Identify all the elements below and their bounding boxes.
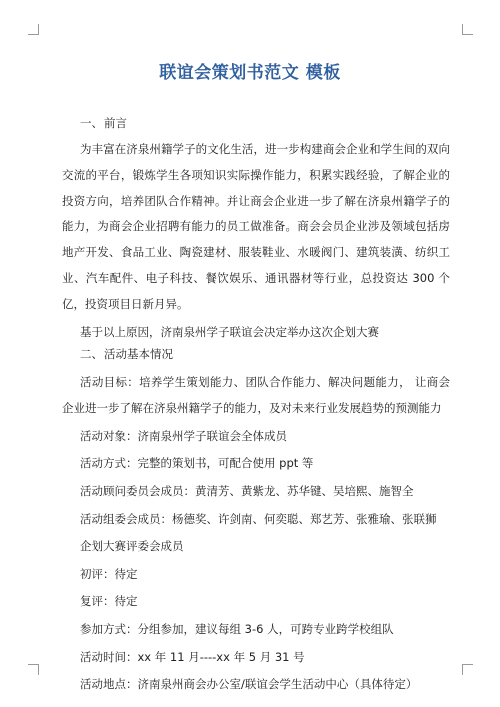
page-corner-mark-top-right bbox=[462, 24, 473, 35]
section-heading-basic-info bbox=[62, 343, 450, 365]
preface-conclusion: 基于以上原因，济南泉州学子联谊会决定举办这次企划大赛 bbox=[80, 324, 379, 339]
activity-item: 活动组委会成员：杨德奖、许剑南、何奕聪、郑艺芳、张雅瑜、张联狮 bbox=[80, 511, 437, 526]
page-corner-mark-bottom-left bbox=[28, 664, 39, 675]
section-title: 活动基本情况 bbox=[104, 347, 173, 362]
activity-goal: 活动目标：培养学生策划能力、团队合作能力、解决问题能力， 让商会企业进一步了解在济泉州籍学子的能力，及对未来行业发展趋势的预测能力 bbox=[62, 375, 450, 415]
section-title: 前言 bbox=[104, 116, 127, 130]
activity-item: 参加方式：分组参加，建议每组 3-6 人，可跨专业跨学校组队 bbox=[80, 621, 394, 636]
activity-item: 活动方式：完整的策划书，可配合使用 ppt 等 bbox=[80, 456, 314, 471]
activity-item: 活动对象：济南泉州学子联谊会全体成员 bbox=[80, 428, 287, 443]
document-body bbox=[62, 112, 450, 696]
activity-item: 企划大赛评委会成员 bbox=[80, 539, 184, 554]
activity-item: 活动顾问委员会成员：黄清芳、黄紫龙、苏华键、吴培熙、施智全 bbox=[80, 483, 414, 498]
page-corner-mark-bottom-right bbox=[462, 664, 473, 675]
section-number: 二、 bbox=[80, 347, 103, 362]
preface-paragraph: 为丰富在济泉州籍学子的文化生活，进一步构建商会企业和学生间的双向交流的平台，锻炼学生各项知识实际操作能力，积累实践经验，了解企业的投资方向，培养团队合作精神。并让商会企业进一步了解在济泉州籍学子的能力，为商会企业招聘有能力的员工做准备。商会会员企业涉及领域包括房地产开发、食品工业、陶瓷建材、服装鞋业、水暖阀门、建筑装潢、纺织工业、汽车配件、电子科技、餐饮娱乐、通讯器材等行业，总投资达 300 个亿，投资项目日新月异。 bbox=[62, 142, 450, 311]
activity-item: 活动时间：xx 年 11 月----xx 年 5 月 31 号 bbox=[80, 649, 305, 664]
activity-item: 复评：待定 bbox=[80, 594, 138, 609]
section-number: 一、 bbox=[80, 116, 103, 130]
activity-item: 活动地点：济南泉州商会办公室/联谊会学生活动中心（具体待定） bbox=[80, 677, 418, 692]
section-heading-preface bbox=[62, 112, 450, 134]
activity-item: 初评：待定 bbox=[80, 566, 138, 581]
document-title: 联谊会策划书范文 模板 bbox=[159, 63, 341, 83]
page-corner-mark-top-left bbox=[28, 24, 39, 35]
